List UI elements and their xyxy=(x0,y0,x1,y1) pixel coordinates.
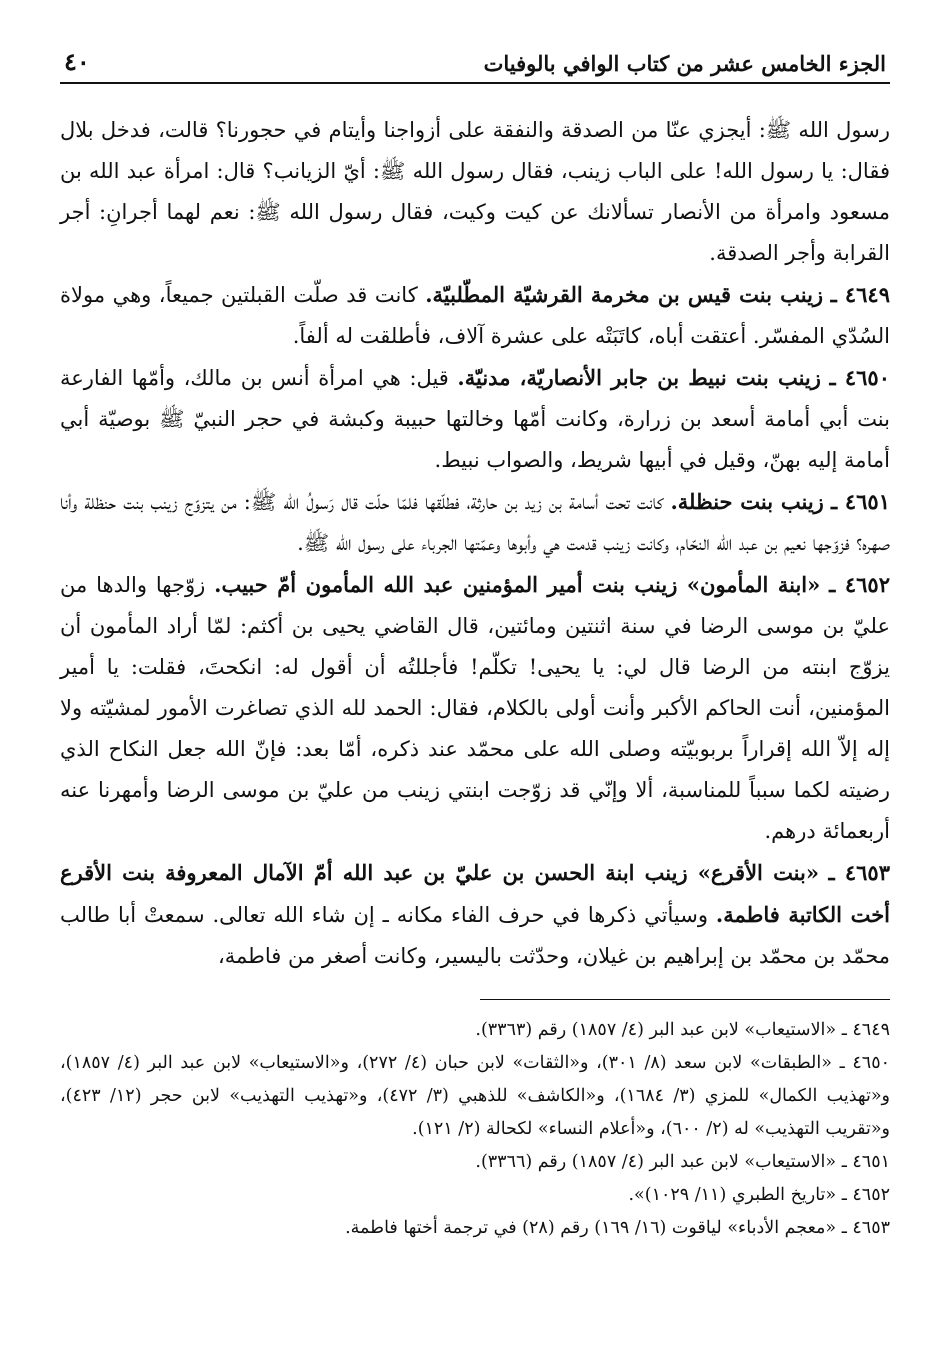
entry-number: ٤٦٥٠ ـ xyxy=(829,365,890,390)
entry-4653 xyxy=(60,852,890,977)
footnote-4649: ٤٦٤٩ ـ «الاستيعاب» لابن عبد البر (٤/ ١٨٥٧) رقم (٣٣٦٣). xyxy=(475,1020,890,1040)
entry-number: ٤٦٥٣ ـ xyxy=(828,860,890,885)
entry-number: ٤٦٥٢ ـ xyxy=(829,572,890,597)
entry-number: ٤٦٥١ ـ xyxy=(830,489,890,514)
footnotes xyxy=(60,1014,890,1245)
entry-text: قيل: هي امرأة أنس بن مالك، وأمّها الفارعة بنت أبي أمامة أسعد بن زرارة، وكانت أمّها وخالتها حبيبة وكبشة في حجر النبيّ ﷺ بوصيّة أبي أمامة إليه بهنّ، وقيل في أبيها شريط، والصواب نبيط. xyxy=(60,366,890,472)
book-page xyxy=(60,40,890,1245)
footnote-4651: ٤٦٥١ ـ «الاستيعاب» لابن عبد البر (٤/ ١٨٥٧) رقم (٣٣٦٦). xyxy=(475,1152,890,1172)
entry-heading: زينب بنت قيس بن مخرمة القرشيّة المطّلبيّة. xyxy=(425,282,824,307)
entry-number: ٤٦٤٩ ـ xyxy=(830,282,890,307)
entry-4652 xyxy=(60,564,890,852)
entry-4650 xyxy=(60,357,890,481)
footnote-4652: ٤٦٥٢ ـ «تاريخ الطبري (١١/ ١٠٢٩)». xyxy=(628,1185,890,1205)
entry-heading: زينب بنت نبيط بن جابر الأنصاريّة، مدنيّة. xyxy=(457,365,821,390)
entry-text: كانت قد صلّت القبلتين جميعاً، وهي مولاة السُدّي المفسّر. أعتقت أباه، كاتَبَتْه على عشرة آلاف، فأطلقت له ألفاً. xyxy=(60,283,890,348)
intro-paragraph: رسول الله ﷺ: أيجزي عنّا من الصدقة والنفقة على أزواجنا وأيتام في حجورنا؟ قالت، فدخل بلال فقال: يا رسول الله! على الباب زينب، فقال رسول الله ﷺ: أيّ الزيانب؟ قال: امرأة عبد الله بن مسعود وامرأة من الأنصار تسألانك عن كيت وكيت، فقال رسول الله ﷺ: نعم لهما أجرانِ: أجر القرابة وأجر الصدقة. xyxy=(60,118,890,265)
entry-heading: «ابنة المأمون» زينب بنت أمير المؤمنين عبد الله المأمون أمّ حبيب. xyxy=(214,572,821,597)
page-number: ٤٠ xyxy=(64,47,90,76)
entry-text: كانت تحت أسامة بن زيد بن حارثة، فطلّقها فلمّا حلّت قال رَسولُ الله ﷺ: من يتزوّج زينب بنت حنظلة وأنا صهره؟ فزوّجها نعيم بن عبد الله النحّام، وكانت زينب قدمت هي وأبوها وعمّتها الجرباء على رسول الله ﷺ. xyxy=(60,490,890,555)
footnote-divider xyxy=(480,999,890,1000)
entry-text: زوّجها والدها من عليّ بن موسى الرضا في سنة اثنتين ومائتين، قال القاضي يحيى بن أكثم: لمّا أراد المأمون أن يزوّج ابنته من الرضا قال لي: يا يحيى! تكلّم! فأجللتُه أن أقول له: انكحتَ، فقلت: يا أمير المؤمنين، أنت الحاكم الأكبر وأنت أولى بالكلام، فقال: الحمد لله الذي تصاغرت الأمور لمشيّته ولا إله إلاّ الله إقراراً بربوبيّته وصلى الله على محمّد عند ذكره، أمّا بعد: فإنّ الله جعل النكاح الذي رضيته لكما سبباً للمناسبة، ألا وإنّي قد زوّجت ابنتي زينب من عليّ بن موسى الرضا وأمهرنا عنه أربعمائة درهم. xyxy=(60,573,890,843)
running-header xyxy=(60,40,890,84)
entry-4649 xyxy=(60,274,890,357)
main-text xyxy=(60,110,890,977)
entry-text: وسيأتي ذكرها في حرف الفاء مكانه ـ إن شاء الله تعالى. سمعتْ أبا طالب محمّد بن محمّد بن إبراهيم بن غيلان، وحدّثت باليسير، وكانت أصغر من فاطمة، xyxy=(60,903,890,968)
footnote-4650: ٤٦٥٠ ـ «الطبقات» لابن سعد (٨/ ٣٠١)، و«الثقات» لابن حبان (٤/ ٢٧٢)، و«الاستيعاب» لابن عبد البر (٤/ ١٨٥٧)، و«تهذيب الكمال» للمزي (٣/ ١٦٨٤)، و«الكاشف» للذهبي (٣/ ٤٧٢)، و«تهذيب التهذيب» لابن حجر (١٢/ ٤٢٣)، و«تقريب التهذيب» له (٢/ ٦٠٠)، و«أعلام النساء» لكحالة (٢/ ١٢١). xyxy=(60,1053,890,1139)
running-title: الجزء الخامس عشر من كتاب الوافي بالوفيات xyxy=(483,51,886,76)
entry-heading: «بنت الأقرع» زينب ابنة الحسن بن عليّ بن عبد الله أمّ الآمال المعروفة بنت الأقرع أخت الكاتبة فاطمة. xyxy=(60,860,891,927)
footnote-4653: ٤٦٥٣ ـ «معجم الأدباء» لياقوت (١٦/ ١٦٩) رقم (٢٨) في ترجمة أختها فاطمة. xyxy=(345,1218,890,1238)
entry-heading: زينب بنت حنظلة. xyxy=(670,489,824,514)
entry-4651 xyxy=(60,481,890,564)
